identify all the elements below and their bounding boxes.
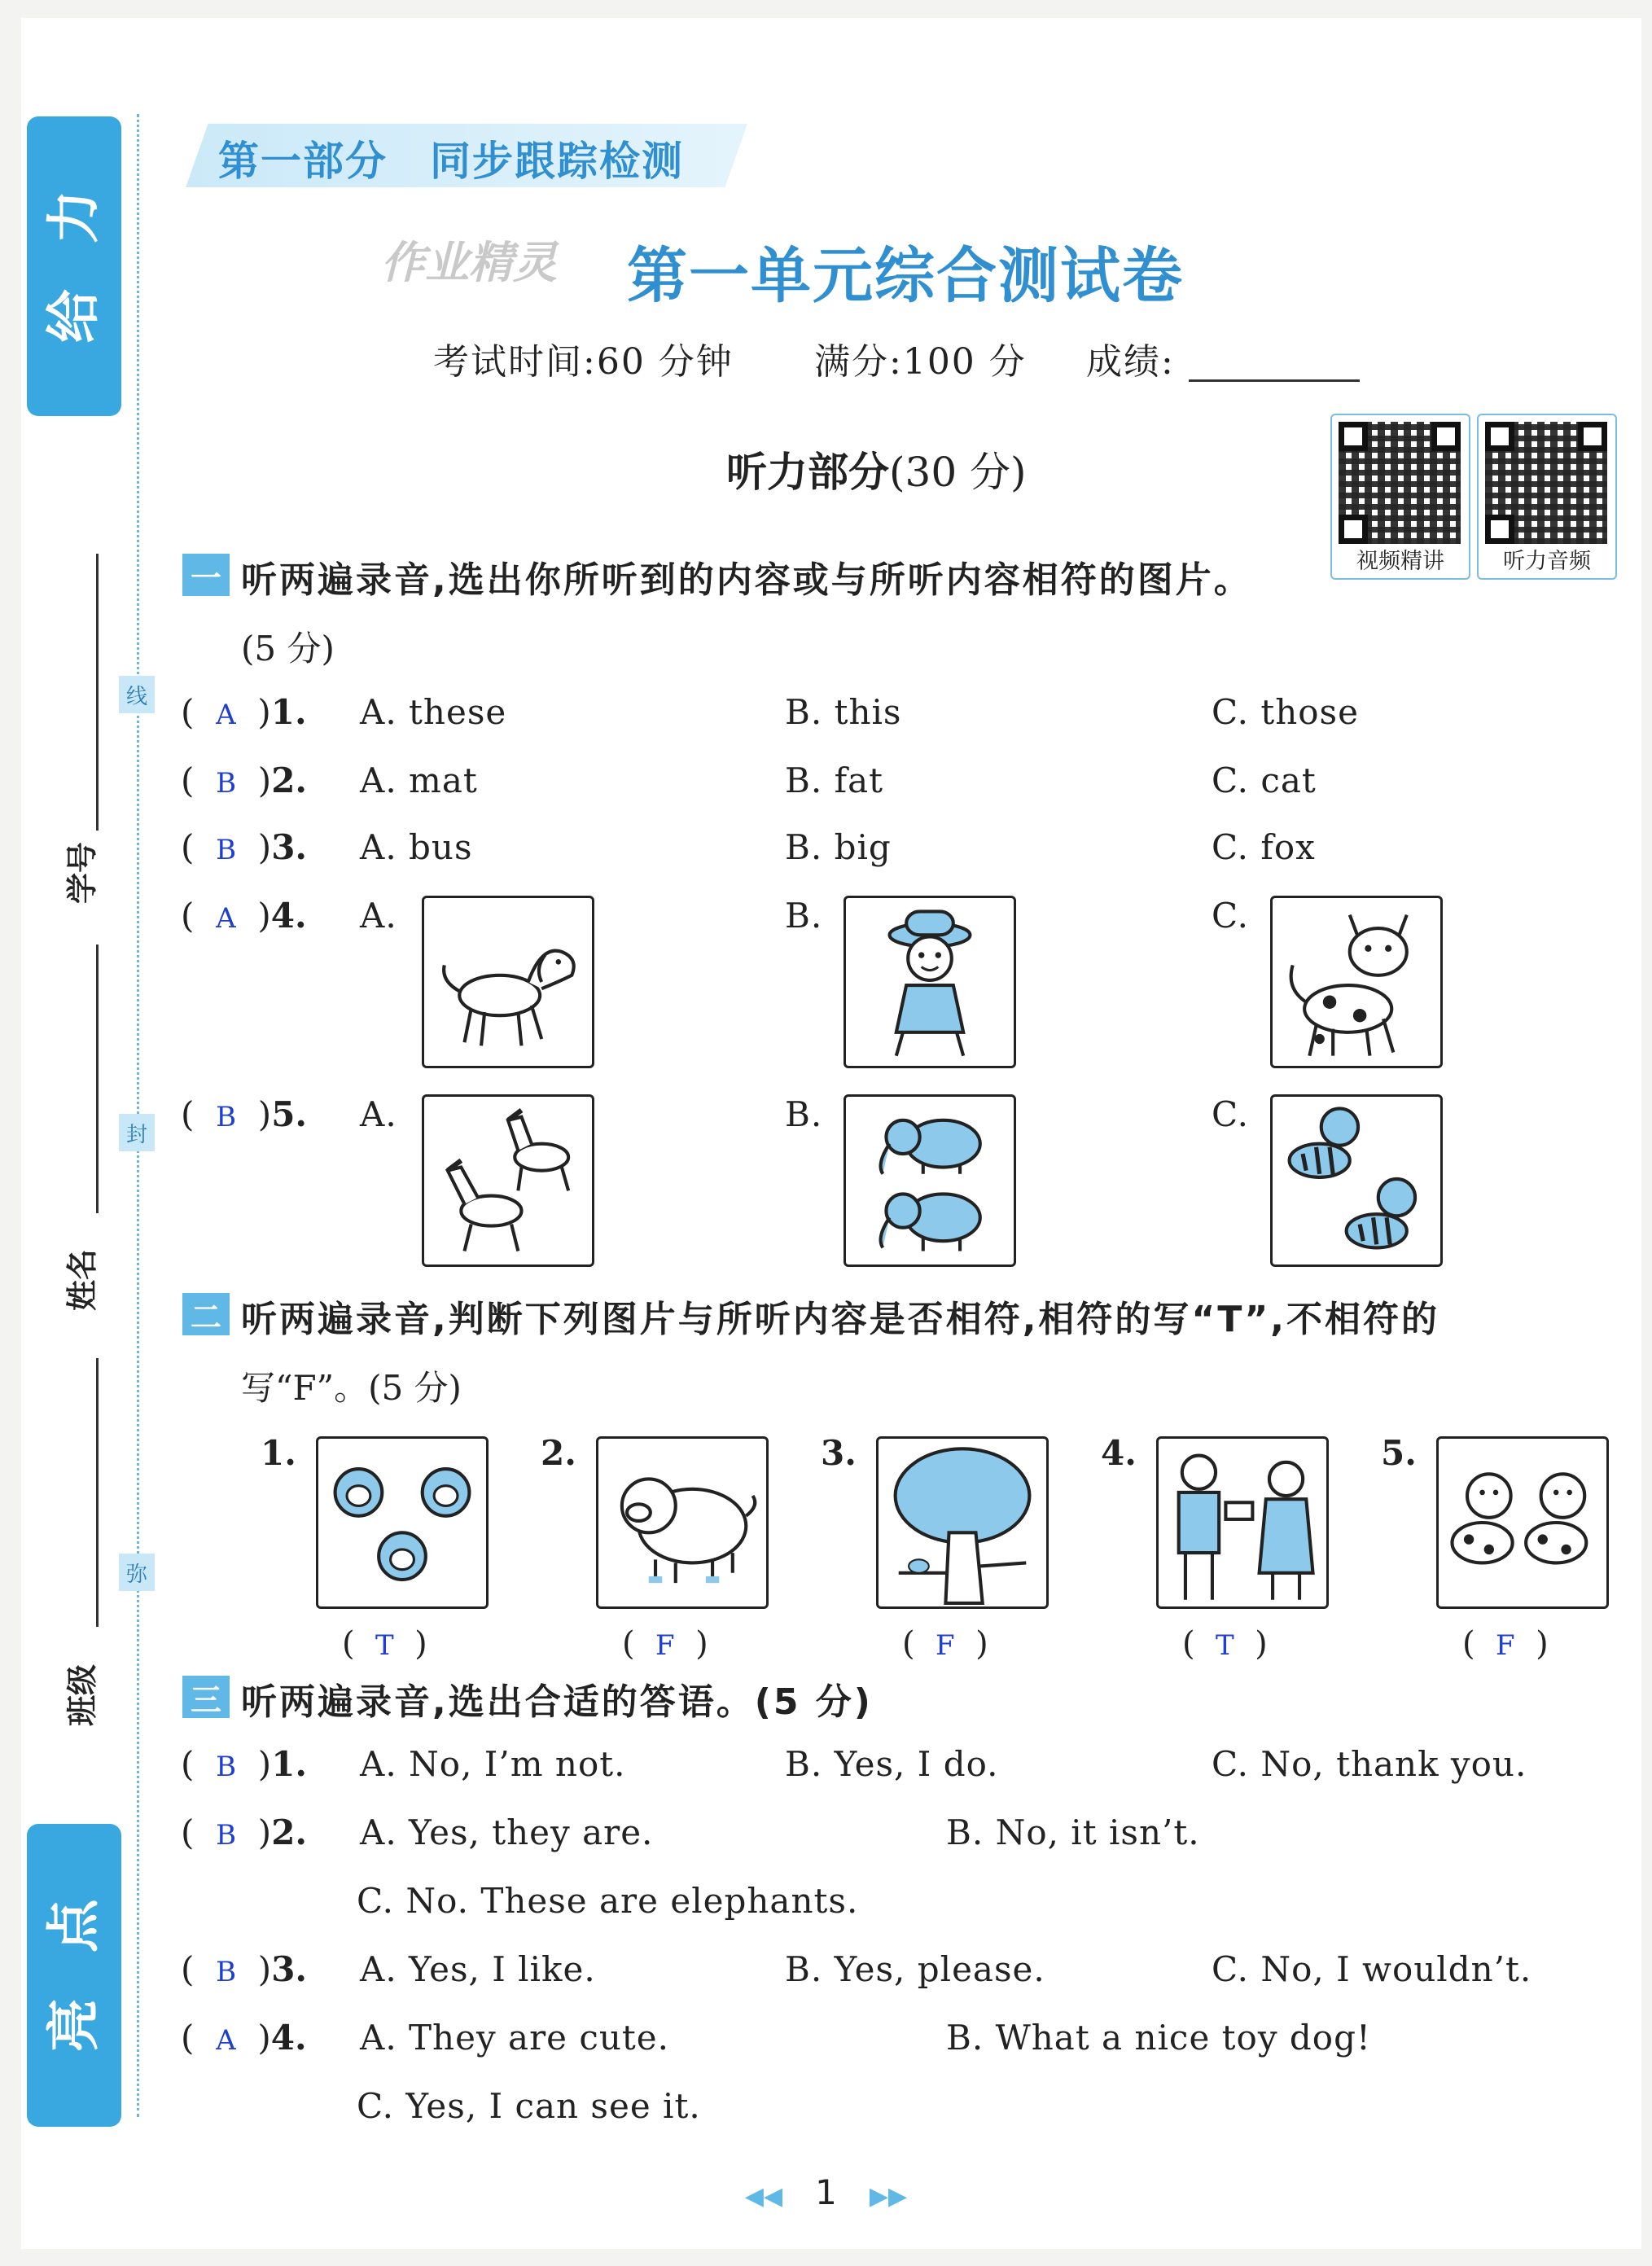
tf-number: 3. (821, 1433, 857, 1473)
option-a[interactable]: A. Yes, I like. (360, 1949, 596, 1989)
class-label: 班级 (64, 1663, 100, 1726)
score-label: 成绩: (1086, 341, 1175, 383)
option-a[interactable]: A. (360, 1094, 397, 1134)
side-tab-char: 给 (42, 289, 105, 344)
option-b[interactable]: B. Yes, please. (785, 1949, 1045, 1989)
horse-icon (424, 1097, 592, 1264)
girl-icon (846, 898, 1014, 1066)
section-instruction: 听两遍录音,选出你所听到的内容或与所听内容相符的图片。 (241, 559, 1252, 601)
page-title: 第一单元综合测试卷 (627, 241, 1184, 311)
section-instruction: 听两遍录音,判断下列图片与所听内容是否相符,相符的写“T”,不相符的 (241, 1299, 1439, 1340)
answer-slot[interactable]: ( B )2. (181, 760, 308, 800)
qr-video[interactable] (1330, 414, 1470, 580)
section-number: 二 (182, 1293, 230, 1335)
binding-mark: 弥 (119, 1554, 155, 1591)
option-b[interactable]: B. this (785, 692, 902, 732)
next-arrows-icon: ▶▶ (869, 2182, 908, 2211)
option-c[interactable]: C. No. These are elephants. (357, 1881, 859, 1921)
option-c[interactable]: C. fox (1212, 827, 1316, 867)
answer-slot[interactable]: ( B )3. (181, 1949, 308, 1989)
option-b[interactable]: B. No, it isn’t. (946, 1812, 1200, 1852)
binding-mark: 封 (119, 1114, 155, 1151)
answer-slot[interactable]: ( A )4. (181, 896, 307, 936)
exam-time: 考试时间:60 分钟 (433, 341, 734, 383)
tree-icon (879, 1439, 1046, 1606)
answer-slot[interactable]: ( B )3. (181, 827, 308, 867)
answer-slot[interactable]: ( B )2. (181, 1812, 308, 1852)
tf-answer[interactable]: ( F ) (902, 1625, 988, 1663)
elephants-picture[interactable] (844, 1094, 1016, 1267)
option-b[interactable]: B. big (785, 827, 892, 867)
page-number: 1 (815, 2172, 837, 2212)
option-c[interactable]: C. cat (1212, 760, 1317, 800)
section-instruction: 听两遍录音,选出合适的答语。(5 分) (241, 1681, 873, 1723)
side-tab-top (27, 116, 121, 416)
people-picture[interactable] (1156, 1436, 1329, 1609)
tf-answer[interactable]: ( T ) (1182, 1625, 1268, 1663)
tf-number: 2. (541, 1433, 576, 1473)
option-a[interactable]: A. They are cute. (360, 2018, 670, 2058)
option-c[interactable]: C. No, thank you. (1212, 1744, 1527, 1784)
tf-answer[interactable]: ( T ) (342, 1625, 427, 1663)
qr-audio[interactable] (1477, 414, 1617, 580)
section-instruction-cont: 写“F”。(5 分) (241, 1368, 462, 1408)
side-tab-char: 力 (42, 189, 105, 243)
option-c[interactable]: C. No, I wouldn’t. (1212, 1949, 1532, 1989)
answer-slot[interactable]: ( B )5. (181, 1094, 308, 1134)
section-number: 一 (182, 554, 230, 596)
qr-caption: 视频精讲 (1356, 549, 1444, 574)
option-b[interactable]: B. What a nice toy dog! (946, 2018, 1371, 2058)
answer-slot[interactable]: ( A )1. (181, 692, 307, 732)
binding-mark: 线 (119, 676, 155, 713)
sheep-picture[interactable] (316, 1436, 489, 1609)
cats-picture[interactable] (1436, 1436, 1609, 1609)
option-b[interactable]: B. Yes, I do. (785, 1744, 999, 1784)
cat-icon (1273, 898, 1440, 1066)
name-line (96, 945, 99, 1213)
side-tab-char: 亮 (42, 1998, 105, 2053)
name-label: 姓名 (64, 1248, 100, 1311)
option-a[interactable]: A. (360, 896, 397, 936)
section-points: (5 分) (241, 629, 335, 668)
pig-icon (598, 1439, 766, 1606)
tf-number: 1. (261, 1433, 296, 1473)
option-b[interactable]: B. fat (785, 760, 884, 800)
listening-heading: 听力部分(30 分) (726, 449, 1027, 496)
option-a[interactable]: A. mat (360, 760, 478, 800)
qr-caption: 听力音频 (1503, 549, 1591, 574)
cat-picture[interactable] (1270, 896, 1443, 1068)
option-a[interactable]: A. bus (360, 827, 473, 867)
answer-slot[interactable]: ( B )1. (181, 1744, 308, 1784)
option-c[interactable]: C. (1212, 896, 1249, 936)
option-b[interactable]: B. (785, 1094, 823, 1134)
option-c[interactable]: C. those (1212, 692, 1359, 732)
tree-picture[interactable] (876, 1436, 1049, 1609)
prev-arrows-icon: ◀◀ (744, 2182, 783, 2211)
full-score: 满分:100 分 (814, 341, 1027, 383)
banner-title: 第一部分 同步跟踪检测 (218, 138, 684, 185)
option-a[interactable]: A. Yes, they are. (360, 1812, 654, 1852)
tf-number: 4. (1101, 1433, 1137, 1473)
girl-picture[interactable] (844, 896, 1016, 1068)
option-b[interactable]: B. (785, 896, 823, 936)
class-line (96, 1358, 99, 1627)
tf-answer[interactable]: ( F ) (1462, 1625, 1549, 1663)
tigers-picture[interactable] (1270, 1094, 1443, 1267)
sheep-icon (318, 1439, 486, 1606)
option-a[interactable]: A. No, I’m not. (360, 1744, 626, 1784)
elephant-icon (846, 1097, 1014, 1264)
student-id-label: 学号 (64, 841, 100, 904)
answer-slot[interactable]: ( A )4. (181, 2018, 307, 2058)
option-c[interactable]: C. Yes, I can see it. (357, 2086, 701, 2126)
watermark: 作业精灵 (381, 237, 557, 288)
tf-answer[interactable]: ( F ) (622, 1625, 708, 1663)
people-icon (1159, 1439, 1326, 1606)
horses-picture[interactable] (422, 1094, 594, 1267)
cats-icon (1439, 1439, 1606, 1606)
dog-icon (424, 898, 592, 1066)
tiger-icon (1273, 1097, 1440, 1264)
option-a[interactable]: A. these (360, 692, 507, 732)
section-number: 三 (182, 1676, 230, 1718)
option-c[interactable]: C. (1212, 1094, 1249, 1134)
score-blank[interactable] (1189, 379, 1360, 382)
page-footer (0, 2172, 1652, 2212)
side-tab-bottom (27, 1824, 121, 2127)
side-tab-char: 点 (42, 1898, 105, 1953)
dog-picture[interactable] (422, 896, 594, 1068)
tf-number: 5. (1381, 1433, 1417, 1473)
pig-picture[interactable] (596, 1436, 769, 1609)
student-id-line (96, 554, 99, 831)
